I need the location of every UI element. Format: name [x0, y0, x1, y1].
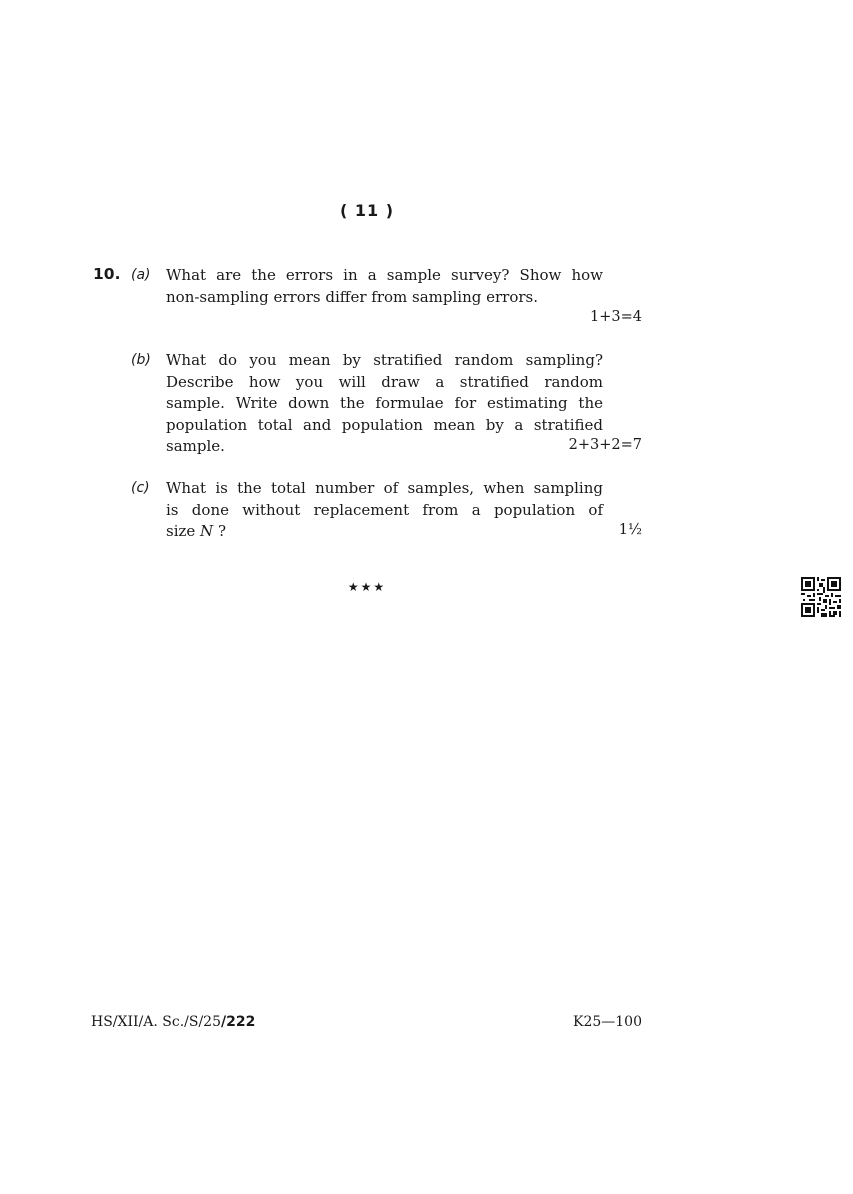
text-line: population total and population mean by a stratified [166, 415, 603, 434]
question-number: 10. [93, 265, 121, 283]
text-line: sample. [166, 437, 225, 456]
text-line: sample. Write down the formulae for estimating the [166, 394, 603, 413]
part-a-text [166, 265, 603, 308]
print-code: K25—100 [573, 1014, 642, 1030]
text-line: Describe how you will draw a stratified random [166, 372, 603, 391]
part-label-c: (c) [131, 480, 150, 496]
part-c-text [166, 478, 603, 543]
text-line: What are the errors in a sample survey? Show how [166, 266, 603, 284]
paper-code-suffix: /222 [221, 1014, 256, 1030]
text-line: size N ? [166, 522, 226, 541]
text-line: What is the total number of samples, when sampling [166, 479, 603, 497]
qr-code-icon [801, 577, 841, 617]
text-line: is done without replacement from a population of [166, 500, 603, 519]
part-label-b: (b) [131, 352, 151, 368]
paper-code [91, 1014, 255, 1030]
paper-code-prefix: HS/XII/A. Sc./S/25 [91, 1014, 221, 1030]
page-number: ( 11 ) [339, 201, 395, 220]
end-marker: ★★★ [347, 580, 387, 594]
part-b-text [166, 350, 603, 458]
text-line: What do you mean by stratified random sampling? [166, 351, 603, 369]
part-label-a: (a) [131, 267, 151, 283]
text-line: non-sampling errors differ from sampling errors. [166, 287, 538, 306]
marks-c: 1½ [618, 522, 642, 538]
marks-a: 1+3=4 [590, 309, 642, 325]
marks-b: 2+3+2=7 [568, 437, 642, 453]
